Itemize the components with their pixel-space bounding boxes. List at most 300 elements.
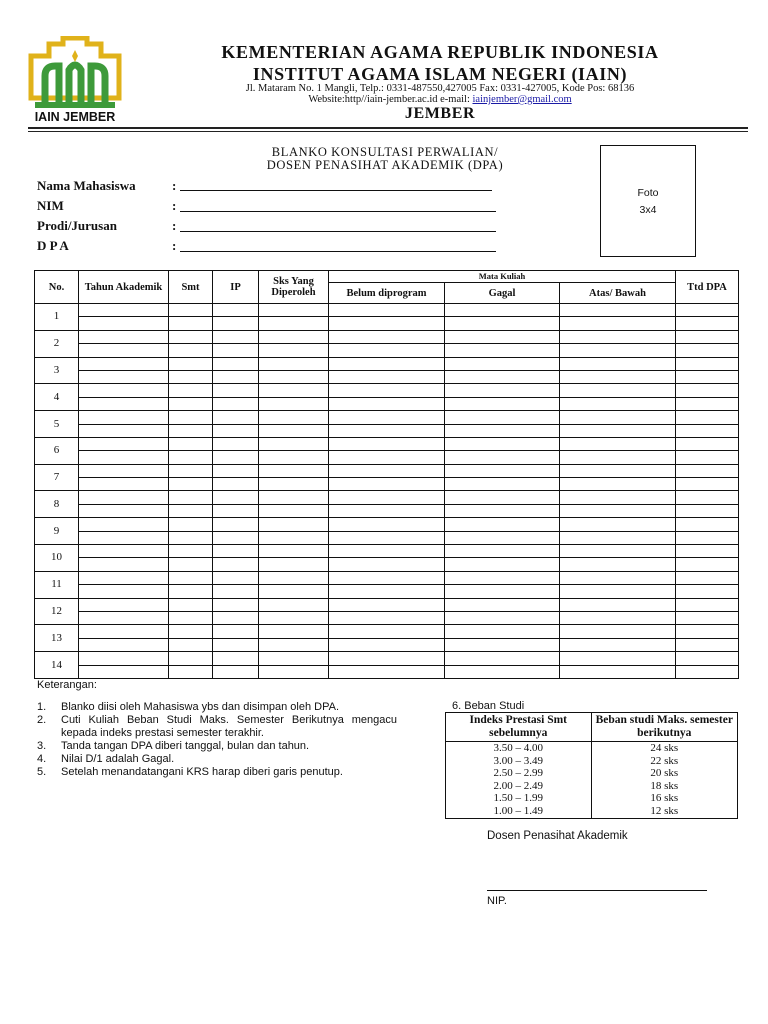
note-number: 4. bbox=[37, 753, 47, 765]
row-number: 4 bbox=[35, 384, 79, 411]
table-cell[interactable] bbox=[259, 411, 329, 424]
table-cell[interactable] bbox=[213, 558, 259, 571]
table-cell[interactable] bbox=[560, 397, 676, 410]
address-line: Jl. Mataram No. 1 Mangli, Telp.: 0331-487550,427005 Fax: 0331-427005, Kode Pos: 68136 bbox=[245, 83, 635, 94]
table-cell[interactable] bbox=[213, 571, 259, 584]
table-cell[interactable] bbox=[169, 304, 213, 317]
table-cell[interactable] bbox=[445, 464, 560, 477]
table-cell[interactable] bbox=[676, 545, 739, 558]
table-cell[interactable] bbox=[329, 357, 445, 370]
table-cell[interactable] bbox=[329, 652, 445, 665]
form-title-line2: DOSEN PENASIHAT AKADEMIK (DPA) bbox=[266, 158, 504, 172]
note-text: Nilai D/1 adalah Gagal. bbox=[61, 753, 175, 765]
table-cell[interactable] bbox=[259, 571, 329, 584]
table-cell[interactable] bbox=[445, 491, 560, 504]
table-cell[interactable] bbox=[676, 598, 739, 611]
signature-line[interactable] bbox=[487, 890, 707, 891]
table-cell[interactable] bbox=[259, 437, 329, 450]
table-cell[interactable] bbox=[329, 464, 445, 477]
table-cell[interactable] bbox=[676, 585, 739, 598]
table-cell[interactable] bbox=[213, 451, 259, 464]
table-row bbox=[35, 491, 739, 504]
beban-header-sks: Beban studi Maks. semester berikutnya bbox=[591, 713, 738, 742]
table-cell[interactable] bbox=[676, 344, 739, 357]
table-cell[interactable] bbox=[560, 571, 676, 584]
table-cell[interactable] bbox=[79, 558, 169, 571]
beban-row bbox=[446, 755, 738, 768]
table-cell[interactable] bbox=[329, 411, 445, 424]
table-cell[interactable] bbox=[329, 531, 445, 544]
table-cell[interactable] bbox=[213, 652, 259, 665]
logo-emblem-icon bbox=[25, 36, 125, 110]
table-cell[interactable] bbox=[169, 598, 213, 611]
table-cell[interactable] bbox=[259, 504, 329, 517]
table-cell[interactable] bbox=[213, 518, 259, 531]
beban-ip: 1.50 – 1.99 bbox=[446, 792, 592, 805]
table-cell[interactable] bbox=[676, 304, 739, 317]
table-cell[interactable] bbox=[169, 397, 213, 410]
table-cell[interactable] bbox=[213, 304, 259, 317]
table-cell[interactable] bbox=[169, 478, 213, 491]
beban-row bbox=[446, 767, 738, 780]
table-cell[interactable] bbox=[560, 357, 676, 370]
table-cell[interactable] bbox=[79, 451, 169, 464]
table-row bbox=[35, 317, 739, 330]
table-body bbox=[35, 304, 739, 679]
row-number: 10 bbox=[35, 545, 79, 572]
table-cell[interactable] bbox=[259, 625, 329, 638]
table-cell[interactable] bbox=[445, 411, 560, 424]
table-cell[interactable] bbox=[560, 424, 676, 437]
table-cell[interactable] bbox=[676, 370, 739, 383]
table-cell[interactable] bbox=[676, 478, 739, 491]
table-cell[interactable] bbox=[560, 411, 676, 424]
note-item bbox=[37, 740, 397, 753]
beban-ip: 2.00 – 2.49 bbox=[446, 780, 592, 793]
table-cell[interactable] bbox=[213, 330, 259, 343]
table-cell[interactable] bbox=[213, 397, 259, 410]
beban-sks: 16 sks bbox=[591, 792, 738, 805]
field-line-prodi[interactable] bbox=[180, 231, 496, 232]
table-cell[interactable] bbox=[213, 531, 259, 544]
table-row bbox=[35, 411, 739, 424]
table-cell[interactable] bbox=[79, 504, 169, 517]
table-cell[interactable] bbox=[213, 638, 259, 651]
table-cell[interactable] bbox=[79, 518, 169, 531]
table-row bbox=[35, 638, 739, 651]
table-cell[interactable] bbox=[79, 585, 169, 598]
header-ttd: Ttd DPA bbox=[676, 271, 739, 304]
table-cell[interactable] bbox=[259, 464, 329, 477]
table-cell[interactable] bbox=[259, 451, 329, 464]
table-cell[interactable] bbox=[79, 665, 169, 678]
table-cell[interactable] bbox=[213, 545, 259, 558]
beban-header-ip: Indeks Prestasi Smt sebelumnya bbox=[446, 713, 592, 742]
table-cell[interactable] bbox=[445, 625, 560, 638]
table-cell[interactable] bbox=[79, 638, 169, 651]
table-cell[interactable] bbox=[79, 384, 169, 397]
table-cell[interactable] bbox=[259, 545, 329, 558]
table-cell[interactable] bbox=[560, 370, 676, 383]
table-cell[interactable] bbox=[676, 384, 739, 397]
table-cell[interactable] bbox=[169, 491, 213, 504]
table-cell[interactable] bbox=[329, 370, 445, 383]
note-number: 3. bbox=[37, 740, 47, 752]
beban-sks: 12 sks bbox=[591, 805, 738, 818]
table-cell[interactable] bbox=[560, 344, 676, 357]
signature-label: Dosen Penasihat Akademik bbox=[487, 830, 628, 842]
table-cell[interactable] bbox=[329, 504, 445, 517]
table-row bbox=[35, 304, 739, 317]
table-cell[interactable] bbox=[560, 598, 676, 611]
table-cell[interactable] bbox=[445, 304, 560, 317]
field-label-prodi: Prodi/Jurusan bbox=[37, 218, 117, 233]
table-cell[interactable] bbox=[445, 611, 560, 624]
table-cell[interactable] bbox=[329, 437, 445, 450]
table-row bbox=[35, 357, 739, 370]
photo-size: 3x4 bbox=[639, 204, 657, 216]
note-text: Tanda tangan DPA diberi tanggal, bulan dan tahun. bbox=[61, 740, 310, 752]
table-cell[interactable] bbox=[259, 424, 329, 437]
table-cell[interactable] bbox=[169, 531, 213, 544]
table-cell[interactable] bbox=[329, 558, 445, 571]
table-cell[interactable] bbox=[79, 545, 169, 558]
table-cell[interactable] bbox=[445, 384, 560, 397]
table-row bbox=[35, 665, 739, 678]
table-cell[interactable] bbox=[169, 625, 213, 638]
table-cell[interactable] bbox=[79, 330, 169, 343]
table-cell[interactable] bbox=[676, 665, 739, 678]
table-cell[interactable] bbox=[560, 464, 676, 477]
table-cell[interactable] bbox=[79, 370, 169, 383]
table-cell[interactable] bbox=[79, 464, 169, 477]
note-number: 1. bbox=[37, 701, 47, 713]
table-cell[interactable] bbox=[560, 437, 676, 450]
table-cell[interactable] bbox=[213, 625, 259, 638]
table-cell[interactable] bbox=[329, 585, 445, 598]
table-cell[interactable] bbox=[445, 357, 560, 370]
table-cell[interactable] bbox=[445, 571, 560, 584]
table-cell[interactable] bbox=[676, 531, 739, 544]
table-cell[interactable] bbox=[213, 370, 259, 383]
table-cell[interactable] bbox=[79, 478, 169, 491]
table-cell[interactable] bbox=[259, 611, 329, 624]
table-cell[interactable] bbox=[445, 317, 560, 330]
table-cell[interactable] bbox=[329, 344, 445, 357]
table-cell[interactable] bbox=[329, 304, 445, 317]
table-cell[interactable] bbox=[169, 344, 213, 357]
header-tahun: Tahun Akademik bbox=[79, 271, 169, 304]
table-cell[interactable] bbox=[259, 304, 329, 317]
row-number: 2 bbox=[35, 330, 79, 357]
table-cell[interactable] bbox=[676, 451, 739, 464]
table-cell[interactable] bbox=[676, 518, 739, 531]
table-cell[interactable] bbox=[560, 585, 676, 598]
table-cell[interactable] bbox=[79, 491, 169, 504]
note-text: Cuti Kuliah Beban Studi Maks. Semester Berikutnya mengacu kepada indeks prestasi semester terakhir. bbox=[61, 714, 397, 739]
table-cell[interactable] bbox=[676, 411, 739, 424]
header-gagal: Gagal bbox=[445, 283, 560, 304]
city-heading: JEMBER bbox=[404, 105, 476, 122]
table-cell[interactable] bbox=[213, 478, 259, 491]
header-mata-kuliah: Mata Kuliah bbox=[329, 271, 676, 283]
table-cell[interactable] bbox=[79, 424, 169, 437]
table-cell[interactable] bbox=[329, 625, 445, 638]
table-cell[interactable] bbox=[169, 585, 213, 598]
table-cell[interactable] bbox=[79, 571, 169, 584]
table-cell[interactable] bbox=[560, 491, 676, 504]
table-cell[interactable] bbox=[169, 652, 213, 665]
table-cell[interactable] bbox=[560, 384, 676, 397]
note-number: 2. bbox=[37, 714, 47, 726]
table-cell[interactable] bbox=[79, 652, 169, 665]
table-cell[interactable] bbox=[259, 518, 329, 531]
table-cell[interactable] bbox=[445, 478, 560, 491]
table-cell[interactable] bbox=[560, 330, 676, 343]
table-cell[interactable] bbox=[79, 397, 169, 410]
note-number: 5. bbox=[37, 766, 47, 778]
table-cell[interactable] bbox=[213, 491, 259, 504]
table-cell[interactable] bbox=[213, 344, 259, 357]
table-cell[interactable] bbox=[445, 344, 560, 357]
table-cell[interactable] bbox=[676, 652, 739, 665]
field-label-nama: Nama Mahasiswa bbox=[37, 178, 136, 193]
table-cell[interactable] bbox=[169, 504, 213, 517]
table-cell[interactable] bbox=[445, 531, 560, 544]
table-cell[interactable] bbox=[213, 611, 259, 624]
table-cell[interactable] bbox=[169, 437, 213, 450]
table-cell[interactable] bbox=[169, 545, 213, 558]
note-item bbox=[37, 714, 397, 739]
table-cell[interactable] bbox=[676, 397, 739, 410]
table-cell[interactable] bbox=[329, 665, 445, 678]
table-cell[interactable] bbox=[79, 598, 169, 611]
table-row bbox=[35, 531, 739, 544]
table-cell[interactable] bbox=[329, 384, 445, 397]
table-cell[interactable] bbox=[169, 518, 213, 531]
header-belum: Belum diprogram bbox=[329, 283, 445, 304]
table-cell[interactable] bbox=[259, 478, 329, 491]
table-cell[interactable] bbox=[676, 437, 739, 450]
table-row bbox=[35, 464, 739, 477]
table-cell[interactable] bbox=[445, 598, 560, 611]
table-cell[interactable] bbox=[560, 317, 676, 330]
table-cell[interactable] bbox=[329, 545, 445, 558]
table-cell[interactable] bbox=[445, 652, 560, 665]
table-cell[interactable] bbox=[79, 625, 169, 638]
table-cell[interactable] bbox=[560, 451, 676, 464]
table-cell[interactable] bbox=[259, 330, 329, 343]
table-cell[interactable] bbox=[445, 424, 560, 437]
table-cell[interactable] bbox=[169, 464, 213, 477]
table-cell[interactable] bbox=[259, 665, 329, 678]
photo-label: Foto bbox=[637, 187, 659, 199]
table-cell[interactable] bbox=[329, 638, 445, 651]
table-cell[interactable] bbox=[79, 357, 169, 370]
table-cell[interactable] bbox=[676, 625, 739, 638]
website-line bbox=[130, 94, 750, 105]
table-cell[interactable] bbox=[676, 464, 739, 477]
table-cell[interactable] bbox=[329, 571, 445, 584]
ministry-heading: KEMENTERIAN AGAMA REPUBLIK INDONESIA bbox=[221, 42, 659, 62]
field-label-nim: NIM bbox=[37, 198, 64, 213]
table-cell[interactable] bbox=[560, 478, 676, 491]
table-cell[interactable] bbox=[445, 558, 560, 571]
table-cell[interactable] bbox=[560, 518, 676, 531]
table-cell[interactable] bbox=[259, 384, 329, 397]
table-cell[interactable] bbox=[79, 437, 169, 450]
beban-ip: 2.50 – 2.99 bbox=[446, 767, 592, 780]
table-cell[interactable] bbox=[445, 437, 560, 450]
table-cell[interactable] bbox=[213, 437, 259, 450]
table-cell[interactable] bbox=[169, 317, 213, 330]
table-cell[interactable] bbox=[445, 451, 560, 464]
table-cell[interactable] bbox=[213, 317, 259, 330]
table-cell[interactable] bbox=[560, 558, 676, 571]
institute-heading: INSTITUT AGAMA ISLAM NEGERI (IAIN) bbox=[252, 64, 628, 84]
table-cell[interactable] bbox=[213, 585, 259, 598]
table-cell[interactable] bbox=[676, 330, 739, 343]
table-cell[interactable] bbox=[79, 317, 169, 330]
table-cell[interactable] bbox=[213, 424, 259, 437]
table-cell[interactable] bbox=[169, 384, 213, 397]
table-cell[interactable] bbox=[676, 424, 739, 437]
table-cell[interactable] bbox=[329, 478, 445, 491]
table-cell[interactable] bbox=[213, 504, 259, 517]
table-cell[interactable] bbox=[259, 491, 329, 504]
table-cell[interactable] bbox=[445, 330, 560, 343]
beban-ip: 3.50 – 4.00 bbox=[446, 742, 592, 755]
table-cell[interactable] bbox=[445, 518, 560, 531]
table-cell[interactable] bbox=[560, 638, 676, 651]
table-row bbox=[35, 384, 739, 397]
table-cell[interactable] bbox=[169, 451, 213, 464]
table-cell[interactable] bbox=[560, 304, 676, 317]
table-cell[interactable] bbox=[213, 598, 259, 611]
table-cell[interactable] bbox=[676, 317, 739, 330]
table-cell[interactable] bbox=[676, 491, 739, 504]
table-cell[interactable] bbox=[169, 330, 213, 343]
table-cell[interactable] bbox=[259, 357, 329, 370]
table-cell[interactable] bbox=[259, 598, 329, 611]
table-cell[interactable] bbox=[445, 397, 560, 410]
row-number: 12 bbox=[35, 598, 79, 625]
table-cell[interactable] bbox=[259, 558, 329, 571]
table-cell[interactable] bbox=[560, 531, 676, 544]
table-cell[interactable] bbox=[169, 665, 213, 678]
table-cell[interactable] bbox=[79, 611, 169, 624]
table-cell[interactable] bbox=[213, 384, 259, 397]
table-cell[interactable] bbox=[560, 504, 676, 517]
table-cell[interactable] bbox=[445, 504, 560, 517]
table-cell[interactable] bbox=[329, 397, 445, 410]
table-cell[interactable] bbox=[259, 344, 329, 357]
table-cell[interactable] bbox=[329, 598, 445, 611]
beban-row bbox=[446, 792, 738, 805]
table-row bbox=[35, 518, 739, 531]
table-cell[interactable] bbox=[79, 411, 169, 424]
table-cell[interactable] bbox=[259, 652, 329, 665]
table-cell[interactable] bbox=[259, 531, 329, 544]
table-row bbox=[35, 598, 739, 611]
table-cell[interactable] bbox=[169, 558, 213, 571]
table-cell[interactable] bbox=[445, 370, 560, 383]
table-cell[interactable] bbox=[445, 665, 560, 678]
table-cell[interactable] bbox=[329, 491, 445, 504]
table-cell[interactable] bbox=[169, 411, 213, 424]
table-cell[interactable] bbox=[676, 558, 739, 571]
table-cell[interactable] bbox=[560, 665, 676, 678]
table-cell[interactable] bbox=[676, 571, 739, 584]
table-cell[interactable] bbox=[560, 652, 676, 665]
table-cell[interactable] bbox=[169, 571, 213, 584]
note-item bbox=[37, 701, 397, 714]
table-row bbox=[35, 344, 739, 357]
table-cell[interactable] bbox=[329, 317, 445, 330]
table-cell[interactable] bbox=[560, 625, 676, 638]
form-title-line1: BLANKO KONSULTASI PERWALIAN/ bbox=[271, 145, 499, 159]
table-cell[interactable] bbox=[676, 638, 739, 651]
beban-row bbox=[446, 742, 738, 755]
table-cell[interactable] bbox=[259, 397, 329, 410]
row-number: 9 bbox=[35, 518, 79, 545]
table-cell[interactable] bbox=[445, 638, 560, 651]
field-line-nama[interactable] bbox=[180, 190, 492, 191]
table-cell[interactable] bbox=[445, 585, 560, 598]
table-row bbox=[35, 451, 739, 464]
table-cell[interactable] bbox=[169, 370, 213, 383]
table-row bbox=[35, 437, 739, 450]
photo-box bbox=[600, 145, 696, 257]
beban-sks: 18 sks bbox=[591, 780, 738, 793]
table-cell[interactable] bbox=[329, 518, 445, 531]
field-line-dpa[interactable] bbox=[180, 251, 496, 252]
table-cell[interactable] bbox=[79, 304, 169, 317]
beban-sks: 24 sks bbox=[591, 742, 738, 755]
table-cell[interactable] bbox=[213, 464, 259, 477]
table-cell[interactable] bbox=[560, 611, 676, 624]
field-line-nim[interactable] bbox=[180, 211, 496, 212]
email-link[interactable]: iainjember@gmail.com bbox=[472, 94, 572, 105]
table-cell[interactable] bbox=[676, 611, 739, 624]
table-cell[interactable] bbox=[329, 611, 445, 624]
table-row bbox=[35, 585, 739, 598]
table-cell[interactable] bbox=[79, 344, 169, 357]
table-cell[interactable] bbox=[213, 411, 259, 424]
table-cell[interactable] bbox=[79, 531, 169, 544]
table-cell[interactable] bbox=[259, 317, 329, 330]
table-row bbox=[35, 545, 739, 558]
table-cell[interactable] bbox=[445, 545, 560, 558]
table-cell[interactable] bbox=[329, 424, 445, 437]
table-cell[interactable] bbox=[169, 357, 213, 370]
table-row bbox=[35, 504, 739, 517]
table-cell[interactable] bbox=[213, 665, 259, 678]
table-cell[interactable] bbox=[169, 611, 213, 624]
table-cell[interactable] bbox=[329, 330, 445, 343]
table-cell[interactable] bbox=[560, 545, 676, 558]
table-cell[interactable] bbox=[169, 424, 213, 437]
table-cell[interactable] bbox=[213, 357, 259, 370]
table-cell[interactable] bbox=[259, 585, 329, 598]
table-cell[interactable] bbox=[169, 638, 213, 651]
table-cell[interactable] bbox=[329, 451, 445, 464]
table-cell[interactable] bbox=[676, 504, 739, 517]
table-cell[interactable] bbox=[259, 370, 329, 383]
table-cell[interactable] bbox=[259, 638, 329, 651]
table-row bbox=[35, 370, 739, 383]
table-cell[interactable] bbox=[676, 357, 739, 370]
